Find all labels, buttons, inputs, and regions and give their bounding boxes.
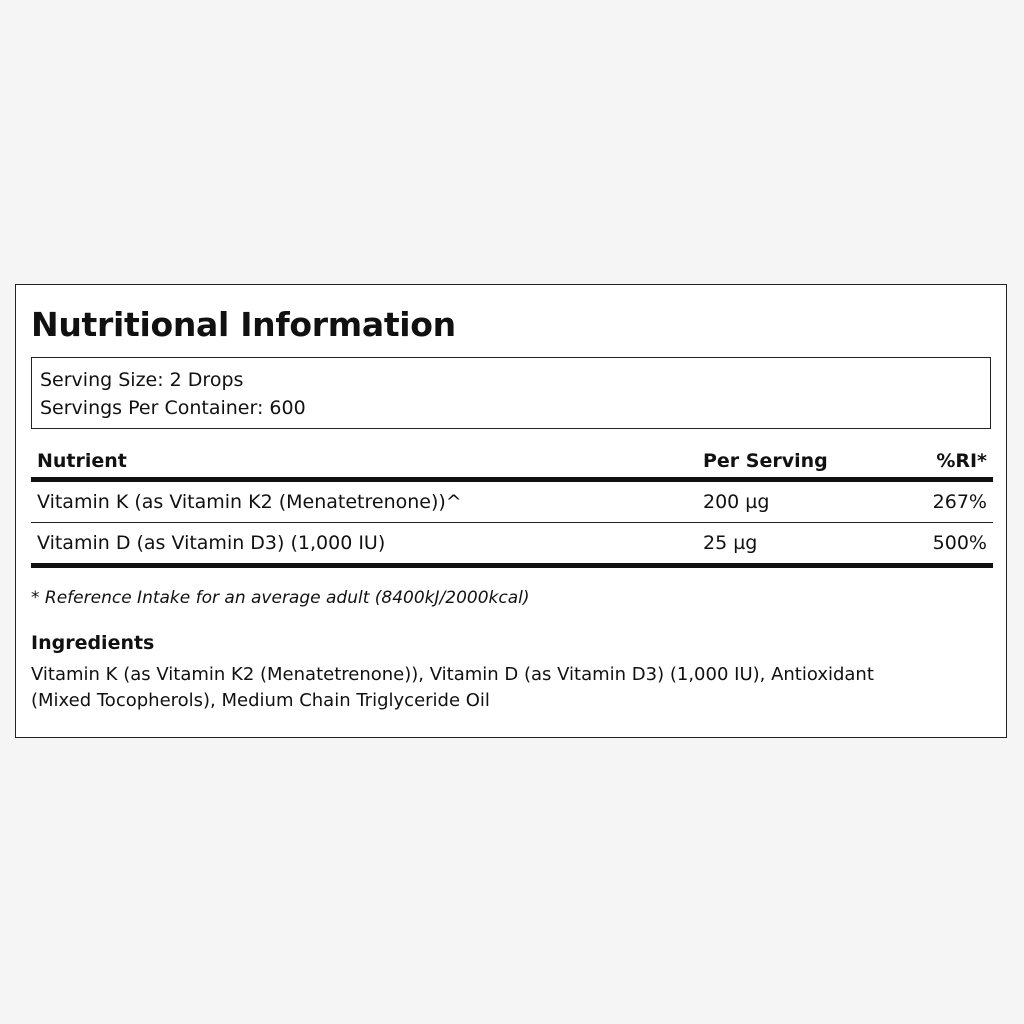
header-ri: %RI* [919, 445, 993, 480]
ingredients-text: Vitamin K (as Vitamin K2 (Menatetrenone)), Vitamin D (as Vitamin D3) (1,000 IU), Antioxidant (Mixed Tocopherols), Medium Chain Triglyceride Oil [31, 664, 874, 711]
table-header-row [31, 445, 993, 480]
page-title: Nutritional Information [31, 305, 456, 344]
table-row [31, 480, 993, 523]
nutrient-name: Vitamin K (as Vitamin K2 (Menatetrenone))^ [31, 480, 697, 523]
header-per-serving: Per Serving [697, 445, 919, 480]
reference-intake-footnote: * Reference Intake for an average adult (8400kJ/2000kcal) [31, 588, 530, 608]
per-serving-value: 200 µg [697, 480, 919, 523]
ri-value: 500% [919, 523, 993, 566]
ingredients-heading: Ingredients [31, 632, 155, 654]
nutrient-name: Vitamin D (as Vitamin D3) (1,000 IU) [31, 523, 697, 566]
servings-per-container: Servings Per Container: 600 [40, 397, 306, 419]
per-serving-value: 25 µg [697, 523, 919, 566]
nutrient-table [31, 445, 993, 568]
nutrition-panel [15, 284, 1007, 738]
ri-value: 267% [919, 480, 993, 523]
serving-size: Serving Size: 2 Drops [40, 369, 244, 391]
table-row [31, 523, 993, 566]
serving-info-box [31, 357, 991, 429]
header-nutrient: Nutrient [31, 445, 697, 480]
